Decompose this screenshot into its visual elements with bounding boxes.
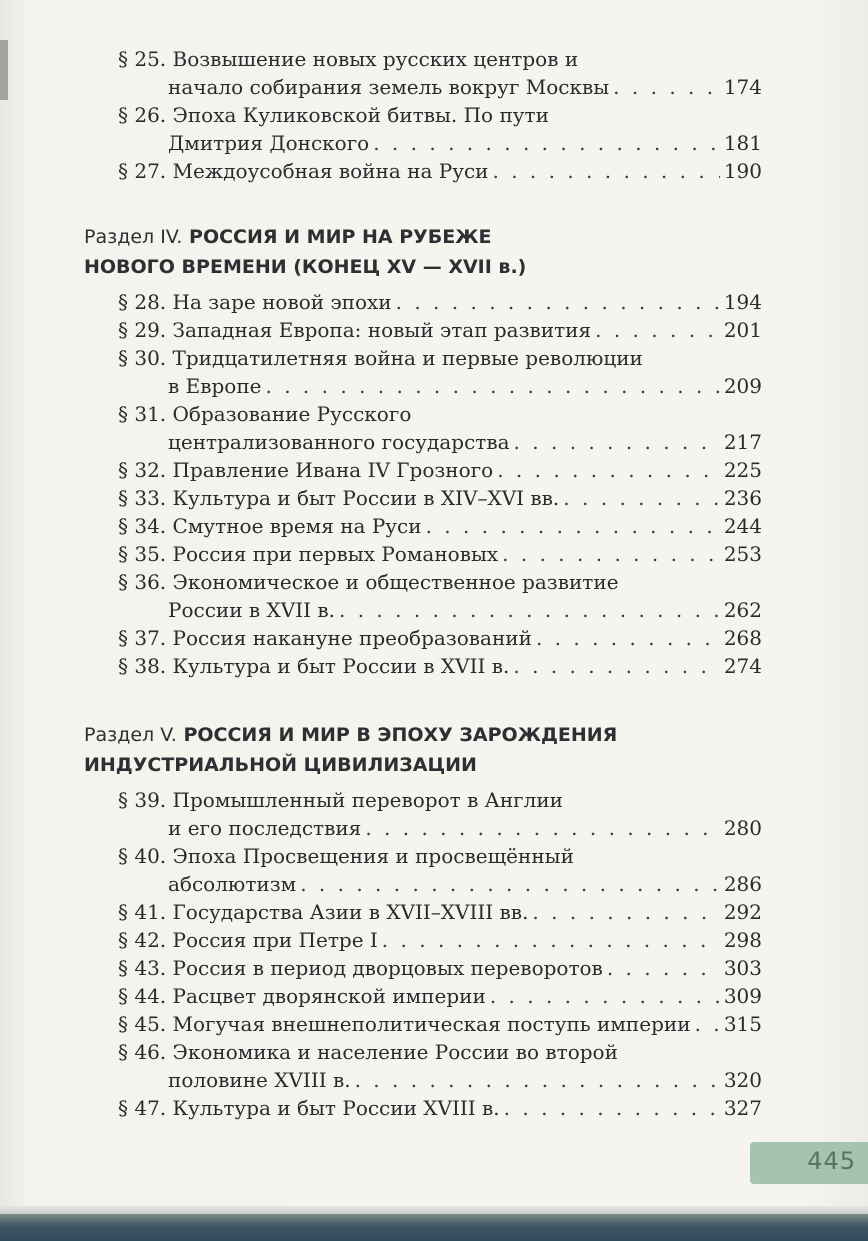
- toc-entry-line: [118, 73, 762, 101]
- section-title: РОССИЯ И МИР НА РУБЕЖЕ: [189, 226, 492, 248]
- leader-dots: [695, 1010, 720, 1038]
- toc-entry-line: [118, 842, 762, 870]
- toc-entry-line: [118, 1010, 762, 1038]
- section-number: § 38.: [118, 654, 167, 678]
- entry-title: Междоусобная война на Руси: [172, 159, 489, 183]
- toc-entry[interactable]: [118, 512, 762, 540]
- section-number: § 28.: [118, 290, 167, 314]
- toc-entry-line: [118, 596, 762, 624]
- leader-dots: [513, 652, 719, 680]
- entry-title: Россия при первых Романовых: [172, 542, 499, 566]
- entry-title: Культура и быт России в XIV–XVI вв.: [172, 486, 560, 510]
- section-number: § 40.: [118, 844, 167, 868]
- leader-dots: [396, 288, 720, 316]
- entry-page-number: 209: [723, 374, 762, 398]
- section-heading-line: [84, 252, 526, 282]
- leader-dots: [490, 982, 720, 1010]
- leader-dots: [504, 1094, 720, 1122]
- toc-entry[interactable]: [118, 540, 762, 568]
- toc-entry[interactable]: [118, 954, 762, 982]
- entry-title: в Европе: [168, 374, 262, 398]
- entry-page-number: 194: [723, 290, 762, 314]
- toc-entry-line: [118, 400, 762, 428]
- toc-entry[interactable]: [118, 157, 762, 185]
- entry-title: Эпоха Просвещения и просвещённый: [172, 844, 574, 868]
- section-prefix: Раздел IV.: [84, 226, 183, 248]
- leader-dots: [497, 456, 720, 484]
- entry-title: Россия при Петре I: [172, 928, 378, 952]
- toc-entry-line: [118, 101, 762, 129]
- toc-entry-line: [118, 372, 762, 400]
- toc-entry-line: [118, 484, 762, 512]
- toc-entry-line: [118, 288, 762, 316]
- section-number: § 37.: [118, 626, 167, 650]
- entry-title: Смутное время на Руси: [172, 514, 422, 538]
- entry-title: Культура и быт России XVIII в.: [172, 1096, 500, 1120]
- entry-title: Экономика и население России во второй: [172, 1040, 618, 1064]
- toc-entry[interactable]: [118, 926, 762, 954]
- toc-entry-line: [118, 157, 762, 185]
- entry-title: Экономическое и общественное развитие: [172, 570, 619, 594]
- section-number: § 43.: [118, 956, 167, 980]
- toc-entry[interactable]: [118, 842, 762, 898]
- page-bottom-band: [0, 1214, 868, 1241]
- leader-dots: [300, 870, 720, 898]
- section-number: § 31.: [118, 402, 167, 426]
- section-number: § 32.: [118, 458, 167, 482]
- section-number: § 27.: [118, 159, 167, 183]
- entry-title: Культура и быт России в XVII в.: [172, 654, 510, 678]
- section-number: § 34.: [118, 514, 167, 538]
- section-number: § 47.: [118, 1096, 167, 1120]
- toc-entry[interactable]: [118, 484, 762, 512]
- toc-entry-line: [118, 45, 762, 73]
- toc-entry-line: [118, 344, 762, 372]
- entry-page-number: 236: [723, 486, 762, 510]
- entry-page-number: 320: [723, 1068, 762, 1092]
- entry-page-number: 244: [723, 514, 762, 538]
- section-number: § 41.: [118, 900, 167, 924]
- entry-title: абсолютизм: [168, 872, 297, 896]
- section-title: НОВОГО ВРЕМЕНИ (КОНЕЦ XV — XVII в.): [84, 256, 527, 278]
- toc-entry[interactable]: [118, 288, 762, 316]
- toc-entry-line: [118, 540, 762, 568]
- entry-title: начало собирания земель вокруг Москвы: [168, 75, 610, 99]
- toc-entry-line: [118, 1094, 762, 1122]
- entry-title: и его последствия: [168, 816, 362, 840]
- section-number: § 26.: [118, 103, 167, 127]
- section-number: § 46.: [118, 1040, 167, 1064]
- entry-title: Правление Ивана IV Грозного: [172, 458, 494, 482]
- toc-entry[interactable]: [118, 45, 762, 101]
- entry-page-number: 262: [723, 598, 762, 622]
- entry-title: Возвышение новых русских центров и: [172, 47, 579, 71]
- section-number: § 29.: [118, 318, 167, 342]
- entry-page-number: 268: [723, 626, 762, 650]
- toc-entry-line: [118, 428, 762, 456]
- toc-entry-line: [118, 814, 762, 842]
- toc-entry-line: [118, 316, 762, 344]
- toc-entry-line: [118, 926, 762, 954]
- toc-entry[interactable]: [118, 1010, 762, 1038]
- leader-dots: [266, 372, 720, 400]
- entry-page-number: 303: [723, 956, 762, 980]
- leader-dots: [373, 129, 720, 157]
- toc-entry[interactable]: [118, 316, 762, 344]
- section-number: § 33.: [118, 486, 167, 510]
- toc-entry-line: [118, 870, 762, 898]
- leader-dots: [355, 1066, 720, 1094]
- section-heading-line: [84, 720, 617, 750]
- toc-entry[interactable]: [118, 982, 762, 1010]
- toc-entry-line: [118, 1066, 762, 1094]
- entry-page-number: 217: [723, 430, 762, 454]
- section-number: § 35.: [118, 542, 167, 566]
- toc-entry-line: [118, 652, 762, 680]
- toc-entry[interactable]: [118, 1094, 762, 1122]
- toc-entry[interactable]: [118, 652, 762, 680]
- entry-page-number: 190: [723, 159, 762, 183]
- leader-dots: [493, 157, 720, 185]
- toc-entry[interactable]: [118, 400, 762, 456]
- toc-entry[interactable]: [118, 456, 762, 484]
- leader-dots: [536, 624, 720, 652]
- entry-title: Государства Азии в XVII–XVIII вв.: [172, 900, 529, 924]
- toc-entry[interactable]: [118, 568, 762, 624]
- page-bottom-edge: [0, 1206, 868, 1214]
- entry-page-number: 225: [723, 458, 762, 482]
- entry-title: На заре новой эпохи: [172, 290, 392, 314]
- entry-page-number: 253: [723, 542, 762, 566]
- section-prefix: Раздел V.: [84, 724, 177, 746]
- leader-dots: [563, 484, 720, 512]
- entry-title: Расцвет дворянской империи: [172, 984, 486, 1008]
- section-title: ИНДУСТРИАЛЬНОЙ ЦИВИЛИЗАЦИИ: [84, 754, 477, 776]
- section-heading-line: [84, 222, 492, 252]
- entry-page-number: 274: [723, 654, 762, 678]
- toc-entry[interactable]: [118, 1038, 762, 1094]
- entry-title: Образование Русского: [172, 402, 412, 426]
- section-heading-line: [84, 750, 477, 780]
- entry-title: Эпоха Куликовской битвы. По пути: [172, 103, 549, 127]
- entry-title: Россия накануне преобразований: [172, 626, 532, 650]
- entry-page-number: 174: [723, 75, 762, 99]
- entry-title: централизованного государства: [168, 430, 510, 454]
- toc-entry-line: [118, 512, 762, 540]
- entry-title: Россия в период дворцовых переворотов: [172, 956, 603, 980]
- entry-page-number: 201: [723, 318, 762, 342]
- leader-dots: [382, 926, 720, 954]
- entry-page-number: 181: [723, 131, 762, 155]
- entry-page-number: 298: [723, 928, 762, 952]
- entry-page-number: 292: [723, 900, 762, 924]
- page-number: 445: [807, 1147, 856, 1175]
- toc-entry[interactable]: [118, 898, 762, 926]
- section-number: § 30.: [118, 346, 167, 370]
- entry-page-number: 280: [723, 816, 762, 840]
- toc-entry-line: [118, 456, 762, 484]
- leader-dots: [532, 898, 719, 926]
- leader-dots: [365, 814, 720, 842]
- entry-title: половине XVIII в.: [168, 1068, 351, 1092]
- toc-entry-line: [118, 129, 762, 157]
- toc-entry[interactable]: [118, 101, 762, 157]
- leader-dots: [613, 73, 720, 101]
- entry-page-number: 286: [723, 872, 762, 896]
- toc-entry[interactable]: [118, 624, 762, 652]
- entry-title: России в XVII в.: [168, 598, 335, 622]
- toc-entry-line: [118, 624, 762, 652]
- section-number: § 45.: [118, 1012, 167, 1036]
- entry-title: Западная Европа: новый этап развития: [172, 318, 592, 342]
- leader-dots: [595, 316, 720, 344]
- section-title: РОССИЯ И МИР В ЭПОХУ ЗАРОЖДЕНИЯ: [183, 724, 618, 746]
- entry-title: Промышленный переворот в Англии: [172, 788, 563, 812]
- section-number: § 44.: [118, 984, 167, 1008]
- toc-entry[interactable]: [118, 344, 762, 400]
- entry-title: Дмитрия Донского: [168, 131, 370, 155]
- leader-dots: [502, 540, 720, 568]
- entry-page-number: 315: [723, 1012, 762, 1036]
- toc-entry-line: [118, 982, 762, 1010]
- leader-dots: [514, 428, 720, 456]
- spine-shadow: [0, 40, 8, 100]
- toc-entry-line: [118, 786, 762, 814]
- section-number: § 36.: [118, 570, 167, 594]
- folio-tab: [750, 1142, 868, 1184]
- entry-page-number: 309: [723, 984, 762, 1008]
- leader-dots: [426, 512, 720, 540]
- entry-title: Тридцатилетняя война и первые революции: [172, 346, 643, 370]
- section-number: § 39.: [118, 788, 167, 812]
- toc-entry-line: [118, 954, 762, 982]
- entry-page-number: 327: [723, 1096, 762, 1120]
- entry-title: Могучая внешнеполитическая поступь империи: [172, 1012, 691, 1036]
- leader-dots: [607, 954, 720, 982]
- toc-entry[interactable]: [118, 786, 762, 842]
- section-number: § 42.: [118, 928, 167, 952]
- toc-entry-line: [118, 568, 762, 596]
- section-number: § 25.: [118, 47, 167, 71]
- toc-entry-line: [118, 898, 762, 926]
- toc-entry-line: [118, 1038, 762, 1066]
- leader-dots: [339, 596, 720, 624]
